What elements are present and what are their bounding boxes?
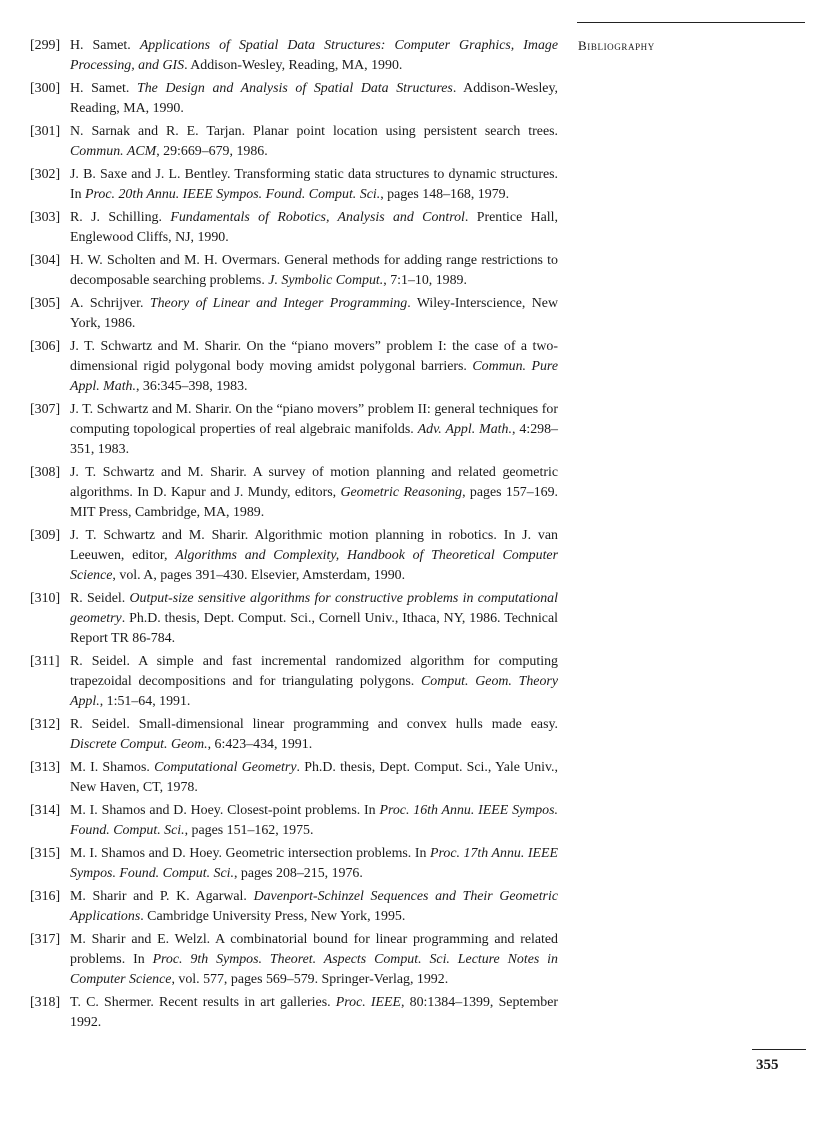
entry-number: [300] — [30, 81, 61, 96]
bibliography-entry — [30, 294, 558, 334]
entry-text-segment: , 80:1384–1399, September 1992. — [70, 995, 558, 1030]
entry-title-italic: J. Symbolic Comput. — [268, 273, 384, 288]
entry-text-segment: , pages 151–162, 1975. — [184, 823, 314, 838]
entry-text — [70, 122, 558, 162]
entry-title-italic: Proc. 20th Annu. IEEE Sympos. Found. Comput. Sci. — [85, 187, 381, 202]
bibliography-entry — [30, 337, 558, 397]
entry-text — [70, 715, 558, 755]
entry-text-segment: M. Sharir and E. Welzl. A combinatorial bound for linear programming and related problems. In — [70, 932, 558, 967]
entry-title-italic: Applications of Spatial Data Structures: Computer Graphics, Image Processing, and GIS — [70, 38, 558, 73]
entry-text-segment: R. Seidel. Small-dimensional linear programming and convex hulls made easy. — [70, 717, 558, 732]
entry-title-italic: Proc. 9th Sympos. Theoret. Aspects Comput. Sci. Lecture Notes in Computer Science — [70, 952, 558, 987]
entry-number: [313] — [30, 760, 61, 775]
bibliography-list — [30, 36, 558, 1036]
entry-text — [70, 165, 558, 205]
bibliography-entry — [30, 463, 558, 523]
entry-text-segment: H. Samet. — [70, 81, 137, 96]
entry-text — [70, 337, 558, 397]
entry-text — [70, 589, 558, 649]
running-head: Bibliography — [578, 38, 655, 53]
entry-title-italic: Computational Geometry — [154, 760, 297, 775]
entry-number: [315] — [30, 846, 61, 861]
entry-text — [70, 993, 558, 1033]
entry-number: [304] — [30, 253, 61, 268]
bibliography-entry — [30, 930, 558, 990]
entry-text-segment: . Ph.D. thesis, Dept. Comput. Sci., Yale Univ., New Haven, CT, 1978. — [70, 760, 558, 795]
bibliography-entry — [30, 887, 558, 927]
entry-text — [70, 758, 558, 798]
bibliography-entry — [30, 36, 558, 76]
entry-text-segment: . Ph.D. thesis, Dept. Comput. Sci., Cornell Univ., Ithaca, NY, 1986. Technical Report TR 86-784. — [70, 611, 558, 646]
entry-text-segment: R. J. Schilling. — [70, 210, 171, 225]
bibliography-entry — [30, 165, 558, 205]
entry-text-segment: , 6:423–434, 1991. — [207, 737, 313, 752]
bibliography-entry — [30, 715, 558, 755]
entry-text-segment: . Cambridge University Press, New York, 1995. — [140, 909, 406, 924]
entry-title-italic: Geometric Reasoning — [340, 485, 463, 500]
entry-text — [70, 930, 558, 990]
entry-text-segment: , 4:298–351, 1983. — [70, 422, 558, 457]
entry-title-italic: Fundamentals of Robotics, Analysis and Control — [170, 210, 465, 225]
entry-text-segment: J. T. Schwartz and M. Sharir. On the “piano movers” problem II: general techniques for computing topological properties of real algebraic manifolds. — [70, 402, 558, 437]
header-rule — [577, 22, 805, 23]
entry-number: [312] — [30, 717, 61, 732]
bibliography-entry — [30, 844, 558, 884]
entry-text-segment: N. Sarnak and R. E. Tarjan. Planar point location using persistent search trees. — [70, 124, 558, 139]
entry-text-segment: , 1:51–64, 1991. — [99, 694, 191, 709]
footer-rule — [752, 1049, 806, 1050]
entry-title-italic: Commun. ACM — [70, 144, 157, 159]
page-number: 355 — [756, 1057, 779, 1073]
entry-text-segment: , 29:669–679, 1986. — [156, 144, 268, 159]
entry-text-segment: M. I. Shamos and D. Hoey. Geometric intersection problems. In — [70, 846, 430, 861]
entry-title-italic: Proc. 16th Annu. IEEE Sympos. Found. Comput. Sci. — [70, 803, 558, 838]
entry-number: [301] — [30, 124, 61, 139]
entry-text-segment: J. T. Schwartz and M. Sharir. A survey of motion planning and related geometric algorithms. In D. Kapur and J. Mundy, editors, — [70, 465, 558, 500]
entry-number: [302] — [30, 167, 61, 182]
entry-number: [311] — [30, 654, 60, 669]
entry-text — [70, 463, 558, 523]
entry-number: [309] — [30, 528, 61, 543]
entry-text-segment: , pages 208–215, 1976. — [233, 866, 363, 881]
entry-text — [70, 36, 558, 76]
bibliography-entry — [30, 79, 558, 119]
bibliography-entry — [30, 589, 558, 649]
entry-text-segment: J. B. Saxe and J. L. Bentley. Transforming static data structures to dynamic structures. In — [70, 167, 558, 202]
entry-title-italic: Theory of Linear and Integer Programming — [149, 296, 408, 311]
entry-text-segment: H. W. Scholten and M. H. Overmars. General methods for adding range restrictions to decomposable searching problems. — [70, 253, 558, 288]
entry-number: [318] — [30, 995, 61, 1010]
bibliography-entry — [30, 801, 558, 841]
entry-text — [70, 652, 558, 712]
entry-title-italic: Discrete Comput. Geom. — [70, 737, 208, 752]
entry-number: [307] — [30, 402, 61, 417]
entry-text — [70, 526, 558, 586]
entry-text-segment: R. Seidel. A simple and fast incremental randomized algorithm for computing trapezoidal decompositions and for triangulating polygons. — [70, 654, 558, 689]
entry-text — [70, 79, 558, 119]
entry-title-italic: Algorithms and Complexity, Handbook of Theoretical Computer Science — [70, 548, 559, 583]
entry-text-segment: , vol. A, pages 391–430. Elsevier, Amsterdam, 1990. — [112, 568, 406, 583]
entry-title-italic: Davenport-Schinzel Sequences and Their Geometric Applications — [70, 889, 558, 924]
bibliography-entry — [30, 526, 558, 586]
entry-text-segment: H. Samet. — [70, 38, 140, 53]
entry-text — [70, 251, 558, 291]
entry-number: [310] — [30, 591, 61, 606]
entry-text-segment: , 7:1–10, 1989. — [383, 273, 467, 288]
entry-title-italic: Comput. Geom. Theory Appl. — [70, 674, 558, 709]
entry-number: [303] — [30, 210, 61, 225]
entry-text-segment: . Prentice Hall, Englewood Cliffs, NJ, 1990. — [70, 210, 558, 245]
entry-text-segment: M. I. Shamos. — [70, 760, 155, 775]
entry-number: [299] — [30, 38, 61, 53]
bibliography-entry — [30, 400, 558, 460]
bibliography-entry — [30, 251, 558, 291]
entry-text-segment: T. C. Shermer. Recent results in art galleries. — [70, 995, 336, 1010]
entry-text — [70, 887, 558, 927]
bibliography-entry — [30, 652, 558, 712]
entry-text-segment: , vol. 577, pages 569–579. Springer-Verlag, 1992. — [171, 972, 449, 987]
entry-text-segment: , pages 148–168, 1979. — [380, 187, 510, 202]
entry-number: [306] — [30, 339, 61, 354]
entry-text-segment: M. I. Shamos and D. Hoey. Closest-point problems. In — [70, 803, 380, 818]
entry-text-segment: J. T. Schwartz and M. Sharir. On the “piano movers” problem I: the case of a two-dimensional rigid polygonal body moving amidst polygonal barriers. — [70, 339, 558, 374]
entry-text-segment: J. T. Schwartz and M. Sharir. Algorithmic motion planning in robotics. In J. van Leeuwen, editor, — [70, 528, 558, 563]
entry-text-segment: . Addison-Wesley, Reading, MA, 1990. — [70, 81, 558, 116]
entry-text-segment: A. Schrijver. — [70, 296, 150, 311]
entry-text-segment: R. Seidel. — [70, 591, 130, 606]
entry-text — [70, 844, 558, 884]
entry-text-segment: , pages 157–169. MIT Press, Cambridge, MA, 1989. — [70, 485, 558, 520]
entry-text-segment: . Wiley-Interscience, New York, 1986. — [70, 296, 558, 331]
entry-text-segment: M. Sharir and P. K. Agarwal. — [70, 889, 254, 904]
entry-title-italic: Proc. IEEE — [335, 995, 401, 1010]
entry-title-italic: Proc. 17th Annu. IEEE Sympos. Found. Comput. Sci. — [70, 846, 558, 881]
bibliography-entry — [30, 993, 558, 1033]
entry-number: [308] — [30, 465, 61, 480]
entry-text — [70, 400, 558, 460]
entry-text-segment: . Addison-Wesley, Reading, MA, 1990. — [184, 58, 403, 73]
entry-number: [305] — [30, 296, 61, 311]
entry-text — [70, 294, 558, 334]
bibliography-entry — [30, 758, 558, 798]
entry-title-italic: Commun. Pure Appl. Math. — [70, 359, 558, 394]
entry-text — [70, 801, 558, 841]
entry-title-italic: Output-size sensitive algorithms for constructive problems in computational geometry — [70, 591, 558, 626]
entry-title-italic: Adv. Appl. Math. — [417, 422, 512, 437]
entry-title-italic: The Design and Analysis of Spatial Data Structures — [136, 81, 453, 96]
entry-number: [314] — [30, 803, 61, 818]
bibliography-entry — [30, 208, 558, 248]
bibliography-entry — [30, 122, 558, 162]
entry-number: [317] — [30, 932, 61, 947]
entry-text — [70, 208, 558, 248]
entry-number: [316] — [30, 889, 61, 904]
entry-text-segment: , 36:345–398, 1983. — [135, 379, 248, 394]
